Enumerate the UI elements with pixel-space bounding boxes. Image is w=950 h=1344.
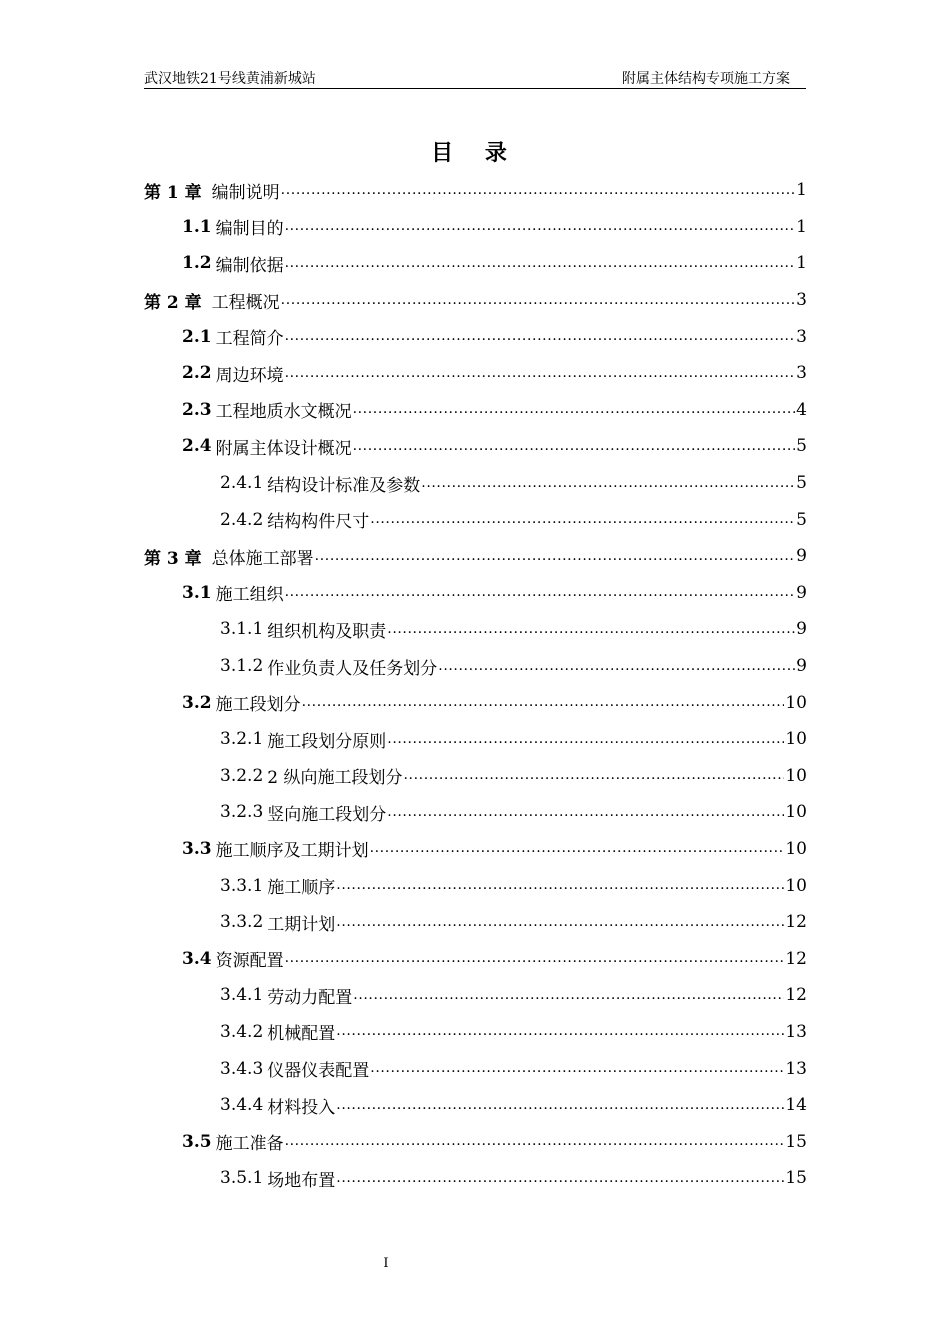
toc-entry-page: 10 (785, 838, 807, 859)
toc-entry[interactable] (144, 245, 807, 282)
toc-entry[interactable] (144, 721, 807, 758)
toc-entry[interactable] (144, 831, 807, 868)
toc-dot-leader (353, 987, 784, 1004)
toc-dot-leader (336, 1097, 784, 1114)
toc-entry-title: 资源配置 (215, 951, 284, 972)
toc-dot-leader (421, 475, 795, 492)
toc-dot-leader (315, 548, 796, 565)
toc-entry[interactable] (144, 172, 807, 209)
toc-dot-leader (336, 914, 784, 931)
toc-title: 目 录 (431, 140, 519, 166)
toc-entry[interactable] (144, 1087, 807, 1124)
toc-entry[interactable] (144, 977, 807, 1014)
toc-entry-page: 10 (785, 875, 807, 896)
toc-entry[interactable] (144, 648, 807, 685)
toc-entry[interactable] (144, 465, 807, 502)
toc-dot-leader (404, 767, 785, 784)
toc-dot-leader (336, 1170, 784, 1187)
toc-entry[interactable] (144, 794, 807, 831)
toc-entry-page: 10 (785, 802, 807, 823)
toc-entry[interactable] (144, 1014, 807, 1051)
toc-entry-page: 12 (785, 912, 807, 933)
toc-entry-number: 3.3.2 (220, 912, 264, 933)
toc-entry[interactable] (144, 1160, 807, 1197)
toc-entry-page: 9 (796, 619, 807, 640)
header-project-name: 武汉地铁21号线黄浦新城站 (144, 71, 316, 87)
toc-dot-leader (285, 255, 796, 272)
toc-dot-leader (438, 658, 795, 675)
toc-entry-title: 施工准备 (215, 1134, 284, 1155)
toc-dot-leader (285, 218, 796, 235)
toc-entry-page: 1 (796, 180, 807, 201)
toc-entry-title: 编制目的 (215, 219, 284, 240)
toc-dot-leader (370, 511, 795, 528)
toc-entry-page: 15 (785, 1131, 807, 1152)
toc-dot-leader (353, 401, 796, 418)
toc-entry-title: 编制说明 (211, 182, 280, 203)
toc-entry-number: 3.1.1 (220, 619, 264, 640)
toc-entry-page: 9 (796, 546, 807, 567)
toc-entry-number: 3.2.1 (220, 729, 264, 750)
toc-entry-page: 10 (785, 729, 807, 750)
toc-entry-number: 3.1.2 (220, 656, 264, 677)
toc-entry[interactable] (144, 282, 807, 319)
toc-entry[interactable] (144, 758, 807, 795)
toc-entry-page: 12 (785, 948, 807, 969)
toc-entry-title: 施工顺序 (267, 878, 336, 899)
toc-dot-leader (336, 877, 784, 894)
toc-entry-title: 场地布置 (267, 1170, 336, 1191)
toc-entry-page: 9 (796, 656, 807, 677)
toc-entry-title: 工程地质水文概况 (215, 402, 352, 423)
page-header (144, 66, 806, 89)
toc-entry-page: 3 (796, 326, 807, 347)
toc-entry-title: 仪器仪表配置 (267, 1061, 370, 1082)
table-of-contents (144, 172, 807, 1197)
toc-entry-number: 2.1 (182, 326, 212, 347)
toc-dot-leader (285, 584, 796, 601)
toc-entry-title: 组织机构及职责 (267, 621, 387, 642)
toc-entry-title: 施工段划分 (215, 695, 301, 716)
toc-dot-leader (281, 292, 796, 309)
toc-dot-leader (285, 950, 785, 967)
toc-entry-title: 工程概况 (211, 292, 280, 313)
toc-dot-leader (387, 621, 795, 638)
toc-entry-page: 5 (796, 473, 807, 494)
toc-entry[interactable] (144, 1123, 807, 1160)
toc-entry-page: 5 (796, 509, 807, 530)
toc-entry-page: 1 (796, 216, 807, 237)
header-document-title: 附属主体结构专项施工方案 (622, 71, 790, 87)
toc-entry[interactable] (144, 209, 807, 246)
toc-entry-page: 13 (785, 1021, 807, 1042)
toc-dot-leader (370, 1060, 784, 1077)
toc-entry-number: 3.1 (182, 582, 212, 603)
toc-entry[interactable] (144, 501, 807, 538)
toc-entry-page: 9 (796, 582, 807, 603)
toc-entry[interactable] (144, 904, 807, 941)
toc-entry-page: 13 (785, 1058, 807, 1079)
toc-entry[interactable] (144, 355, 807, 392)
toc-dot-leader (302, 694, 785, 711)
toc-entry-number: 第 1 章 (144, 182, 202, 203)
toc-entry-number: 第 2 章 (144, 292, 202, 313)
toc-entry[interactable] (144, 684, 807, 721)
toc-entry-title: 周边环境 (215, 365, 284, 386)
toc-entry[interactable] (144, 1050, 807, 1087)
toc-entry-number: 3.4.1 (220, 985, 264, 1006)
toc-dot-leader (285, 365, 796, 382)
toc-entry-page: 3 (796, 363, 807, 384)
toc-entry-number: 3.4.3 (220, 1058, 264, 1079)
toc-entry-page: 14 (785, 1095, 807, 1116)
toc-entry-title: 施工段划分原则 (267, 731, 387, 752)
toc-dot-leader (353, 438, 796, 455)
toc-entry-number: 1.2 (182, 253, 212, 274)
toc-entry[interactable] (144, 318, 807, 355)
toc-entry[interactable] (144, 428, 807, 465)
toc-entry-number: 3.4.4 (220, 1095, 264, 1116)
toc-entry-title: 材料投入 (267, 1097, 336, 1118)
toc-entry-number: 3.2.2 (220, 765, 264, 786)
toc-entry-number: 3.5.1 (220, 1168, 264, 1189)
toc-entry-page: 10 (785, 765, 807, 786)
toc-entry-number: 3.3 (182, 838, 212, 859)
toc-entry-title: 工程简介 (215, 329, 284, 350)
toc-entry-number: 3.2 (182, 692, 212, 713)
toc-entry-number: 3.3.1 (220, 875, 264, 896)
toc-entry-title: 施工顺序及工期计划 (215, 841, 369, 862)
toc-entry-number: 3.4.2 (220, 1021, 264, 1042)
toc-entry-title: 附属主体设计概况 (215, 438, 352, 459)
toc-entry-number: 2.4 (182, 436, 212, 457)
toc-entry[interactable] (144, 575, 807, 612)
toc-entry-number: 3.2.3 (220, 802, 264, 823)
toc-entry-page: 1 (796, 253, 807, 274)
toc-dot-leader (285, 328, 796, 345)
toc-entry[interactable] (144, 611, 807, 648)
toc-entry-title: 作业负责人及任务划分 (267, 658, 438, 679)
toc-entry-number: 1.1 (182, 216, 212, 237)
toc-entry-number: 2.4.2 (220, 509, 264, 530)
toc-entry-number: 第 3 章 (144, 548, 202, 569)
toc-entry[interactable] (144, 867, 807, 904)
toc-entry-number: 3.4 (182, 948, 212, 969)
toc-entry-page: 4 (796, 399, 807, 420)
toc-entry-page: 10 (785, 692, 807, 713)
toc-entry-number: 2.2 (182, 363, 212, 384)
toc-entry-number: 3.5 (182, 1131, 212, 1152)
toc-entry[interactable] (144, 940, 807, 977)
toc-entry[interactable] (144, 538, 807, 575)
toc-entry-title: 总体施工部署 (211, 548, 314, 569)
toc-entry-title: 结构设计标准及参数 (267, 475, 421, 496)
toc-entry-title: 结构构件尺寸 (267, 512, 370, 533)
toc-entry-number: 2.4.1 (220, 473, 264, 494)
toc-entry-page: 15 (785, 1168, 807, 1189)
page-number: I (383, 1256, 389, 1271)
toc-entry-title: 劳动力配置 (267, 987, 353, 1008)
toc-entry-page: 12 (785, 985, 807, 1006)
toc-dot-leader (370, 840, 785, 857)
toc-entry-title: 机械配置 (267, 1024, 336, 1045)
toc-entry-page: 3 (796, 290, 807, 311)
toc-entry-title: 编制依据 (215, 255, 284, 276)
toc-entry-number: 2.3 (182, 399, 212, 420)
toc-dot-leader (387, 731, 784, 748)
toc-dot-leader (387, 804, 784, 821)
toc-entry-title: 施工组织 (215, 585, 284, 606)
toc-dot-leader (336, 1023, 784, 1040)
toc-entry-title: 工期计划 (267, 914, 336, 935)
toc-entry[interactable] (144, 392, 807, 429)
toc-dot-leader (285, 1133, 785, 1150)
toc-entry-page: 5 (796, 436, 807, 457)
toc-dot-leader (281, 182, 796, 199)
toc-entry-title: 竖向施工段划分 (267, 804, 387, 825)
toc-entry-title: 2 纵向施工段划分 (267, 768, 403, 789)
